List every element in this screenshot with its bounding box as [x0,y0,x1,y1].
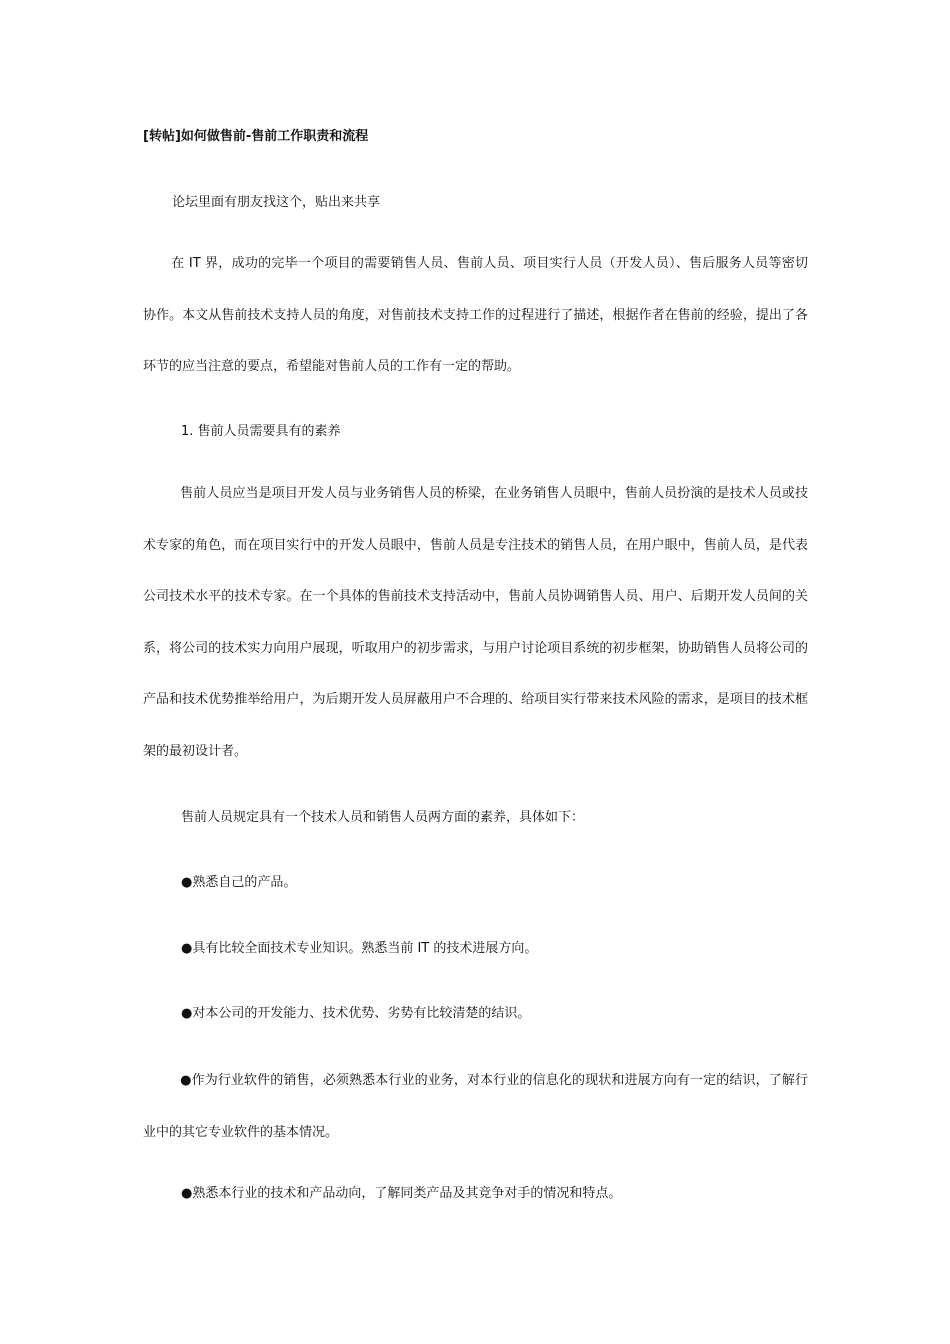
list-item: ●熟悉本行业的技术和产品动向，了解同类产品及其竞争对手的情况和特点。 [181,1186,622,1201]
qualities-intro: 售前人员规定具有一个技术人员和销售人员两方面的素养，具体如下： [181,810,585,825]
list-item: ●具有比较全面技术专业知识。熟悉当前 IT 的技术进展方向。 [181,941,538,956]
document-title: [转帖]如何做售前-售前工作职责和流程 [143,129,369,144]
paragraph-intro [143,238,808,393]
paragraph-role [143,468,808,777]
section-heading: 1. 售前人员需要具有的素养 [181,424,341,439]
list-item: ●熟悉自己的产品。 [181,875,297,890]
paragraph-text: 售前人员应当是项目开发人员与业务销售人员的桥梁，在业务销售人员眼中，售前人员扮演的是技术人员或技术专家的角色，而在项目实行中的开发人员眼中，售前人员是专注技术的销售人员，在用户眼中，售前人员，是代表公司技术水平的技术专家。在一个具体的售前技术支持活动中，售前人员协调销售人员、用户、后期开发人员间的关系，将公司的技术实力向用户展现，听取用户的初步需求，与用户讨论项目系统的初步框架，协助销售人员将公司的产品和技术优势推举给用户，为后期开发人员屏蔽用户不合理的、给项目实行带来技术风险的需求，是项目的技术框架的最初设计者。 [143,486,808,759]
paragraph-text: 在 IT 界，成功的完毕一个项目的需要销售人员、售前人员、项目实行人员（开发人员）、售后服务人员等密切协作。本文从售前技术支持人员的角度，对售前技术支持工作的过程进行了描述，根据作者在售前的经验，提出了各环节的应当注意的要点，希望能对售前人员的工作有一定的帮助。 [143,256,808,374]
intro-line: 论坛里面有朋友找这个，贴出来共享 [172,195,381,210]
list-item-text: ●作为行业软件的销售，必须熟悉本行业的业务，对本行业的信息化的现状和进展方向有一定的结识，了解行业中的其它专业软件的基本情况。 [143,1073,808,1140]
list-item [143,1055,808,1158]
list-item: ●对本公司的开发能力、技术优势、劣势有比较清楚的结识。 [181,1006,531,1021]
